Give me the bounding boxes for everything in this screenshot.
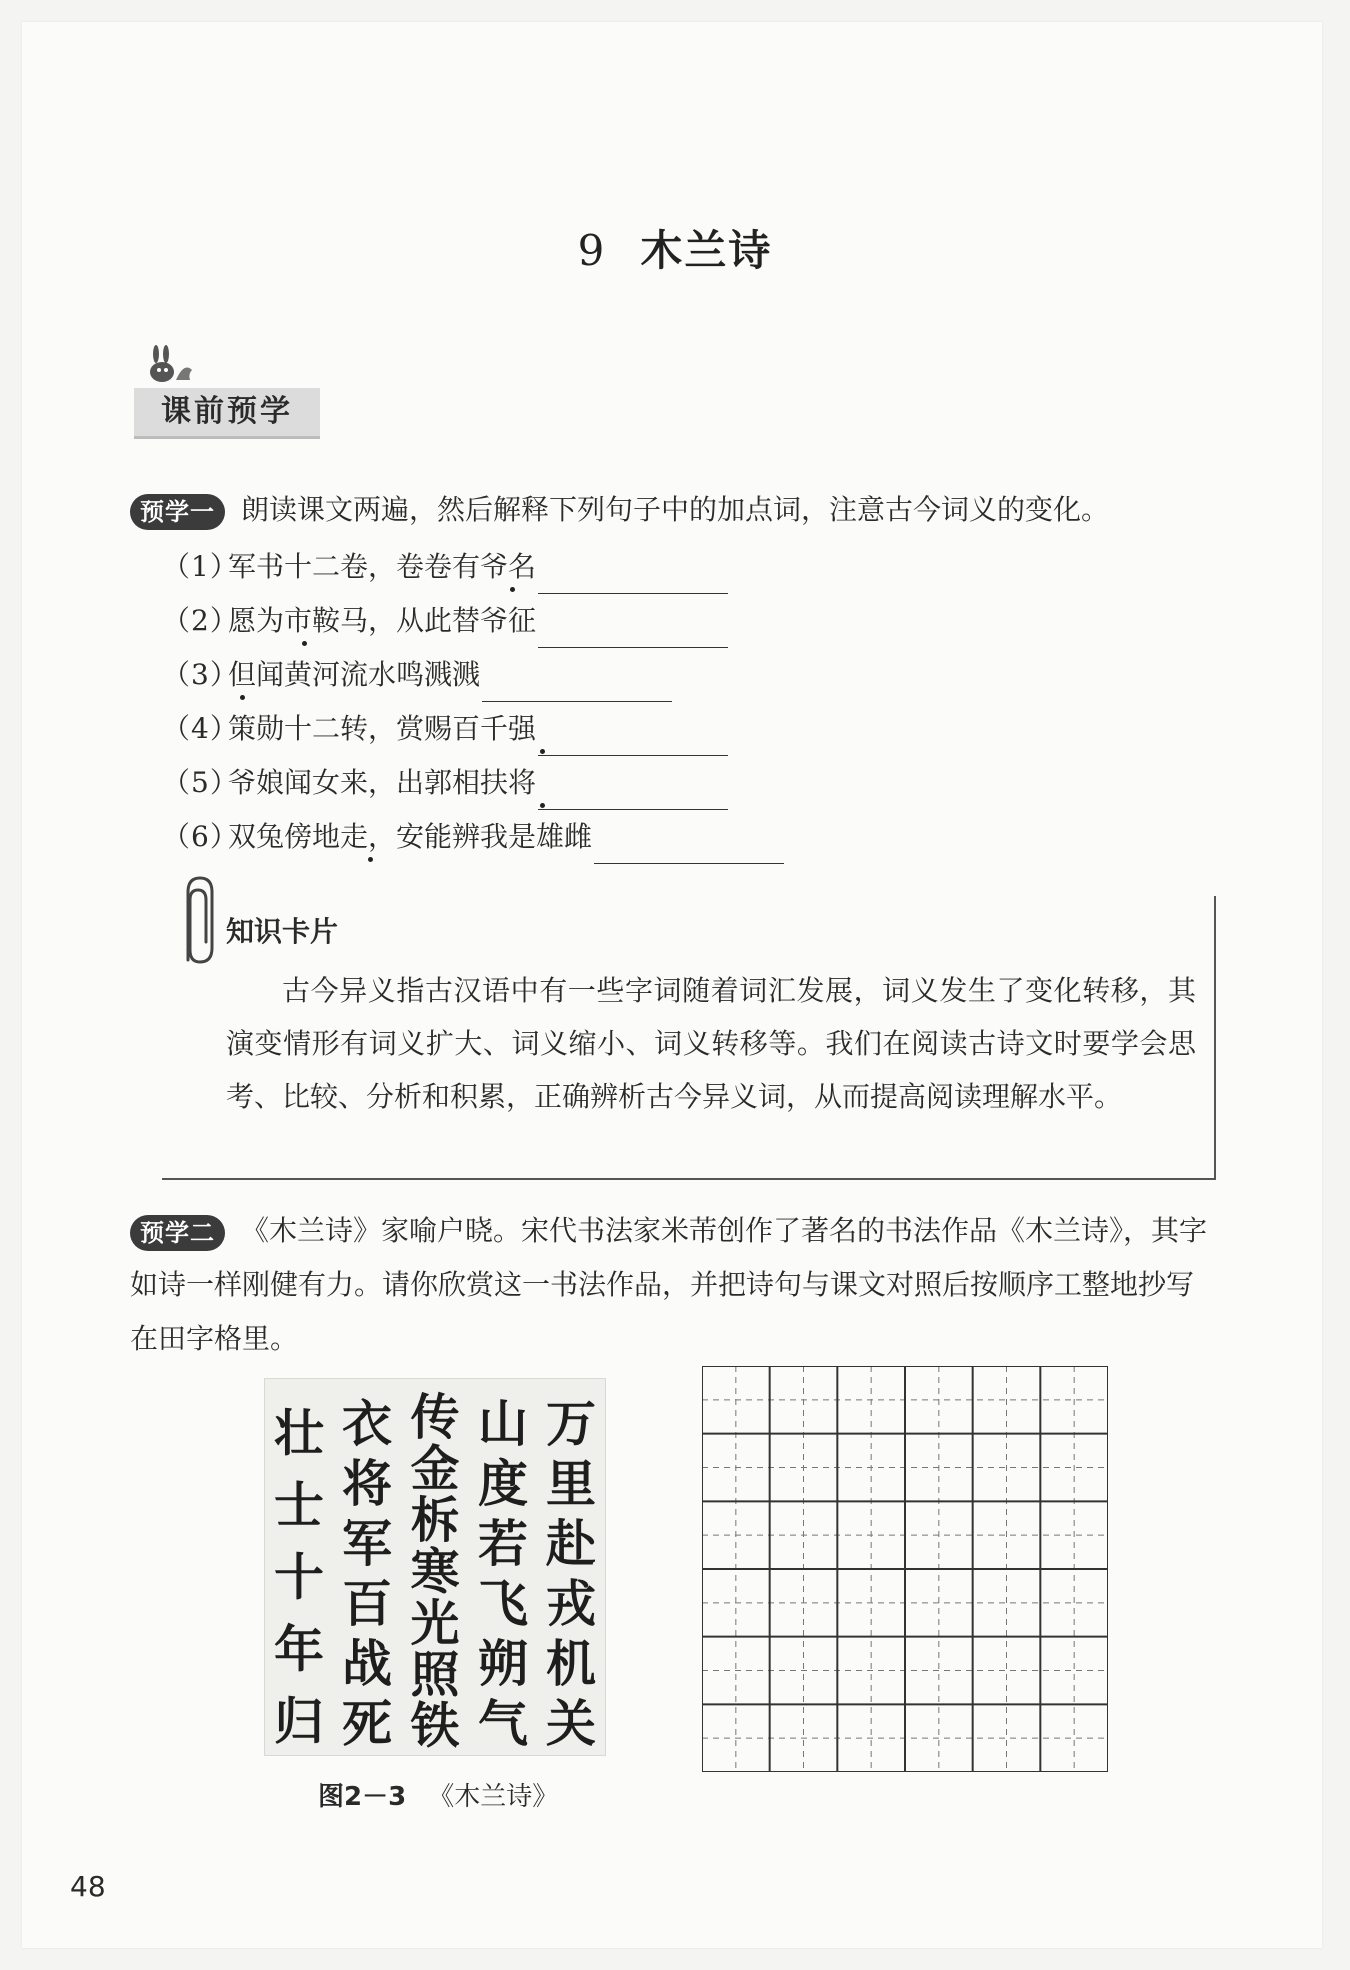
figure-caption: [318, 1776, 558, 1813]
item-sentence: 策勋十二转，赏赐百千强: [228, 712, 537, 745]
figure-title: 《木兰诗》: [428, 1782, 559, 1812]
calligraphy-character: 衣: [342, 1394, 392, 1453]
task-one-badge: 预学一: [130, 494, 225, 530]
calligraphy-character: 战: [342, 1634, 392, 1693]
item-sentence: 愿为市鞍马，从此替爷征: [228, 604, 537, 637]
lesson-number: 9: [577, 226, 607, 275]
emphasis-dot: [540, 803, 545, 808]
answer-blank[interactable]: [538, 777, 728, 810]
list-item: [162, 540, 784, 594]
calligraphy-character: 照: [410, 1645, 460, 1704]
paperclip-icon: [168, 870, 224, 970]
task-two-text: 《木兰诗》家喻户晓。宋代书法家米芾创作了著名的书法作品《木兰诗》，其字如诗一样刚健有力。请你欣赏这一书法作品，并把诗句与课文对照后按顺序工整地抄写在田字格里。: [130, 1214, 1208, 1355]
item-index: （4）: [162, 712, 239, 745]
calligraphy-character: 百: [342, 1574, 392, 1633]
calligraphy-character: 度: [478, 1454, 528, 1513]
knowledge-card: [162, 896, 1216, 1180]
task-one-text: 朗读课文两遍，然后解释下列句子中的加点词，注意古今词义的变化。: [241, 493, 1110, 526]
calligraphy-character: 戎: [546, 1574, 596, 1633]
calligraphy-character: 军: [342, 1514, 392, 1573]
knowledge-card-body: 古今异义指古汉语中有一些字词随着词汇发展，词义发生了变化转移，其演变情形有词义扩大、词义缩小、词义转移等。我们在阅读古诗文时要学会思考、比较、分析和积累，正确辨析古今异义词，从而提高阅读理解水平。: [226, 974, 1196, 1113]
item-sentence: 但闻黄河流水鸣溅溅: [228, 658, 481, 691]
answer-blank[interactable]: [538, 561, 728, 594]
calligraphy-character: 金: [410, 1439, 460, 1498]
lesson-name: 木兰诗: [640, 226, 773, 275]
emphasis-dot: [302, 641, 307, 646]
answer-blank[interactable]: [538, 615, 728, 648]
knowledge-card-title: 知识卡片: [226, 915, 339, 948]
calligraphy-character: 里: [546, 1454, 596, 1513]
calligraphy-image: [264, 1378, 606, 1756]
item-sentence: 军书十二卷，卷卷有爷名: [228, 550, 537, 583]
calligraphy-character: 传: [410, 1388, 460, 1447]
answer-blank[interactable]: [538, 723, 728, 756]
emphasis-dot: [368, 857, 373, 862]
calligraphy-character: 若: [478, 1514, 528, 1573]
item-sentence: 爷娘闻女来，出郭相扶将: [228, 766, 537, 799]
answer-blank[interactable]: [482, 669, 672, 702]
calligraphy-character: 铁: [410, 1696, 460, 1755]
lesson-title: [0, 218, 1350, 278]
list-item: [162, 648, 784, 702]
calligraphy-character: 朔: [478, 1634, 528, 1693]
list-item: [162, 594, 784, 648]
calligraphy-character: 光: [410, 1593, 460, 1652]
item-index: （5）: [162, 766, 239, 799]
section-label: 课前预学: [134, 388, 320, 439]
list-item: [162, 702, 784, 756]
calligraphy-character: 死: [342, 1694, 392, 1753]
task-one-instruction: [130, 490, 1109, 530]
calligraphy-artwork: [265, 1379, 605, 1755]
calligraphy-character: 飞: [478, 1574, 528, 1633]
calligraphy-character: 关: [546, 1694, 596, 1753]
calligraphy-character: 机: [546, 1634, 596, 1693]
figure-label: 图2－3: [318, 1782, 407, 1812]
calligraphy-character: 山: [478, 1394, 528, 1453]
item-sentence: 双兔傍地走，安能辨我是雄雌: [228, 820, 593, 853]
task-two-badge: 预学二: [130, 1215, 225, 1251]
calligraphy-character: 壮: [274, 1403, 324, 1463]
calligraphy-character: 十: [274, 1547, 324, 1607]
emphasis-dot: [540, 749, 545, 754]
task-two-instruction: [130, 1204, 1220, 1366]
calligraphy-character: 万: [546, 1394, 596, 1453]
item-index: （3）: [162, 658, 239, 691]
calligraphy-character: 归: [274, 1691, 324, 1751]
tianzige-writing-grid[interactable]: [702, 1366, 1108, 1772]
item-index: （2）: [162, 604, 239, 637]
item-index: （6）: [162, 820, 239, 853]
page-number: 48: [70, 1870, 106, 1903]
calligraphy-character: 寒: [410, 1542, 460, 1601]
calligraphy-character: 士: [274, 1475, 324, 1535]
calligraphy-character: 柝: [410, 1491, 460, 1549]
list-item: [162, 810, 784, 864]
calligraphy-character: 将: [342, 1454, 392, 1513]
answer-blank[interactable]: [594, 831, 784, 864]
item-index: （1）: [162, 550, 239, 583]
rabbit-mascot-icon: [144, 344, 196, 384]
calligraphy-character: 气: [478, 1694, 528, 1753]
sentence-list: [162, 540, 784, 864]
calligraphy-character: 年: [274, 1619, 324, 1679]
list-item: [162, 756, 784, 810]
emphasis-dot: [240, 695, 245, 700]
calligraphy-character: 赴: [546, 1514, 596, 1573]
emphasis-dot: [510, 587, 515, 592]
